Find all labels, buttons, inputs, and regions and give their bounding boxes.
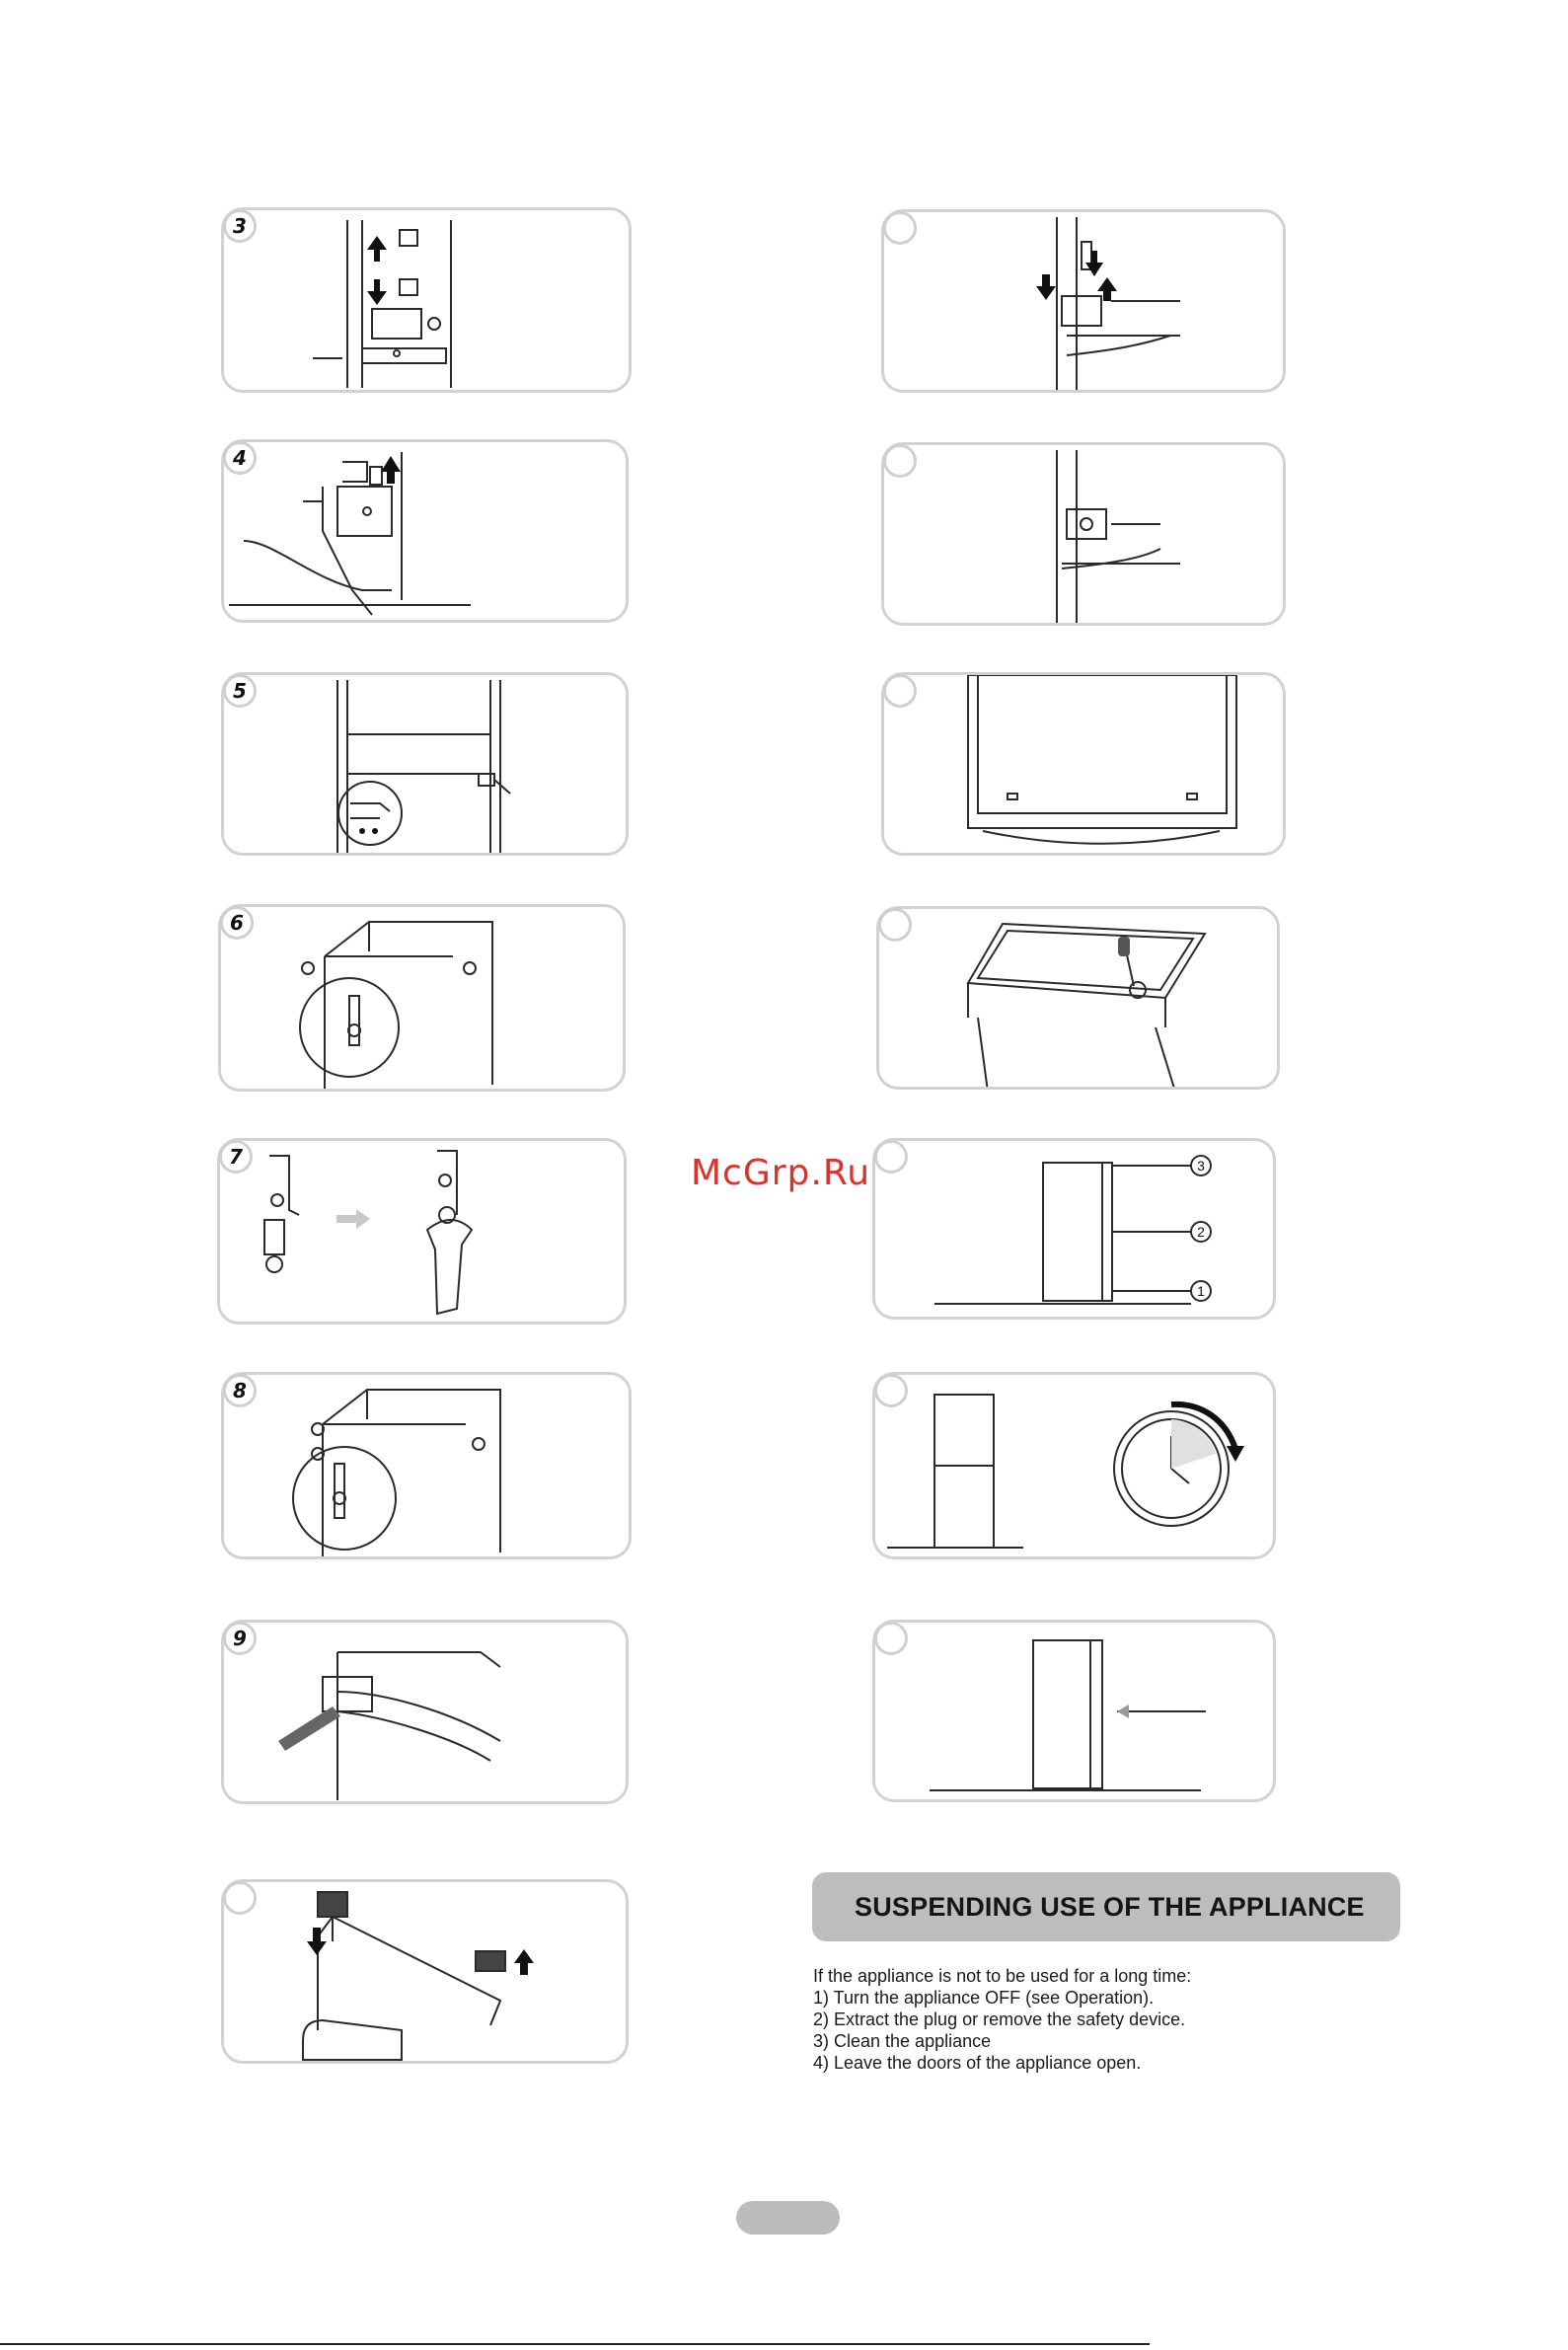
hinge-cap-swap-illustration	[224, 1882, 629, 2064]
step-badge: 6	[220, 906, 254, 940]
step-right-7-panel	[872, 1620, 1276, 1802]
step-right-4-panel	[876, 906, 1280, 1090]
level-label: 1	[1197, 1283, 1205, 1299]
section-title: SUSPENDING USE OF THE APPLIANCE	[855, 1892, 1365, 1922]
step-badge	[874, 1140, 908, 1174]
step-badge	[874, 1622, 908, 1655]
section-body	[813, 1965, 1191, 2074]
step-5-panel	[221, 672, 629, 856]
footer-rule	[0, 2343, 1150, 2345]
screwdriver-hinge-illustration	[224, 1623, 629, 1804]
step-3-panel	[221, 207, 632, 393]
info-line: 4) Leave the doors of the appliance open.	[813, 2053, 1142, 2073]
section-banner	[812, 1872, 1400, 1941]
level-label: 2	[1197, 1224, 1205, 1240]
step-9-panel	[221, 1620, 629, 1804]
levels-diagram-illustration	[875, 1141, 1276, 1320]
door-frame-illustration	[884, 675, 1286, 856]
middle-hinge-fixed-illustration	[884, 445, 1286, 626]
watermark: McGrp.Ru	[691, 1153, 871, 1193]
step-right-1-panel	[881, 209, 1286, 393]
hinge-cover-removal-illustration	[224, 210, 632, 393]
hinge-mount-opposite-side-illustration	[224, 1375, 632, 1559]
step-badge	[883, 211, 917, 245]
step-right-2-panel	[881, 442, 1286, 626]
info-line: 3) Clean the appliance	[813, 2031, 992, 2051]
info-line: If the appliance is not to be used for a long time:	[813, 1966, 1192, 1986]
hinge-screw-removal-illustration	[224, 442, 629, 623]
step-7-panel	[217, 1138, 627, 1325]
top-screw-illustration	[879, 909, 1280, 1090]
clock-wait-illustration	[875, 1375, 1276, 1559]
step-badge: 3	[223, 209, 257, 243]
step-6-panel	[218, 904, 626, 1092]
step-badge	[878, 908, 912, 942]
step-badge	[883, 444, 917, 478]
middle-hinge-illustration	[884, 212, 1286, 393]
step-right-3-panel	[881, 672, 1286, 856]
step-badge	[883, 674, 917, 708]
top-hinge-illustration	[221, 907, 626, 1092]
step-8-panel	[221, 1372, 632, 1559]
step-final-left-panel	[221, 1879, 629, 2064]
step-badge	[223, 1881, 257, 1915]
step-badge: 9	[223, 1622, 257, 1655]
step-right-5-panel	[872, 1138, 1276, 1320]
level-label: 3	[1197, 1158, 1205, 1174]
page-number	[736, 2201, 840, 2235]
wrench-hinge-pin-illustration	[220, 1141, 627, 1325]
info-line: 2) Extract the plug or remove the safety device.	[813, 2009, 1186, 2029]
push-door-illustration	[875, 1623, 1276, 1802]
step-badge: 4	[223, 441, 257, 475]
step-badge: 5	[223, 674, 257, 708]
step-badge: 8	[223, 1374, 257, 1407]
step-4-panel	[221, 439, 629, 623]
step-badge	[874, 1374, 908, 1407]
step-badge: 7	[219, 1140, 253, 1174]
door-stop-swap-illustration	[224, 675, 629, 856]
step-right-6-panel	[872, 1372, 1276, 1559]
info-line: 1) Turn the appliance OFF (see Operation).	[813, 1988, 1155, 2008]
